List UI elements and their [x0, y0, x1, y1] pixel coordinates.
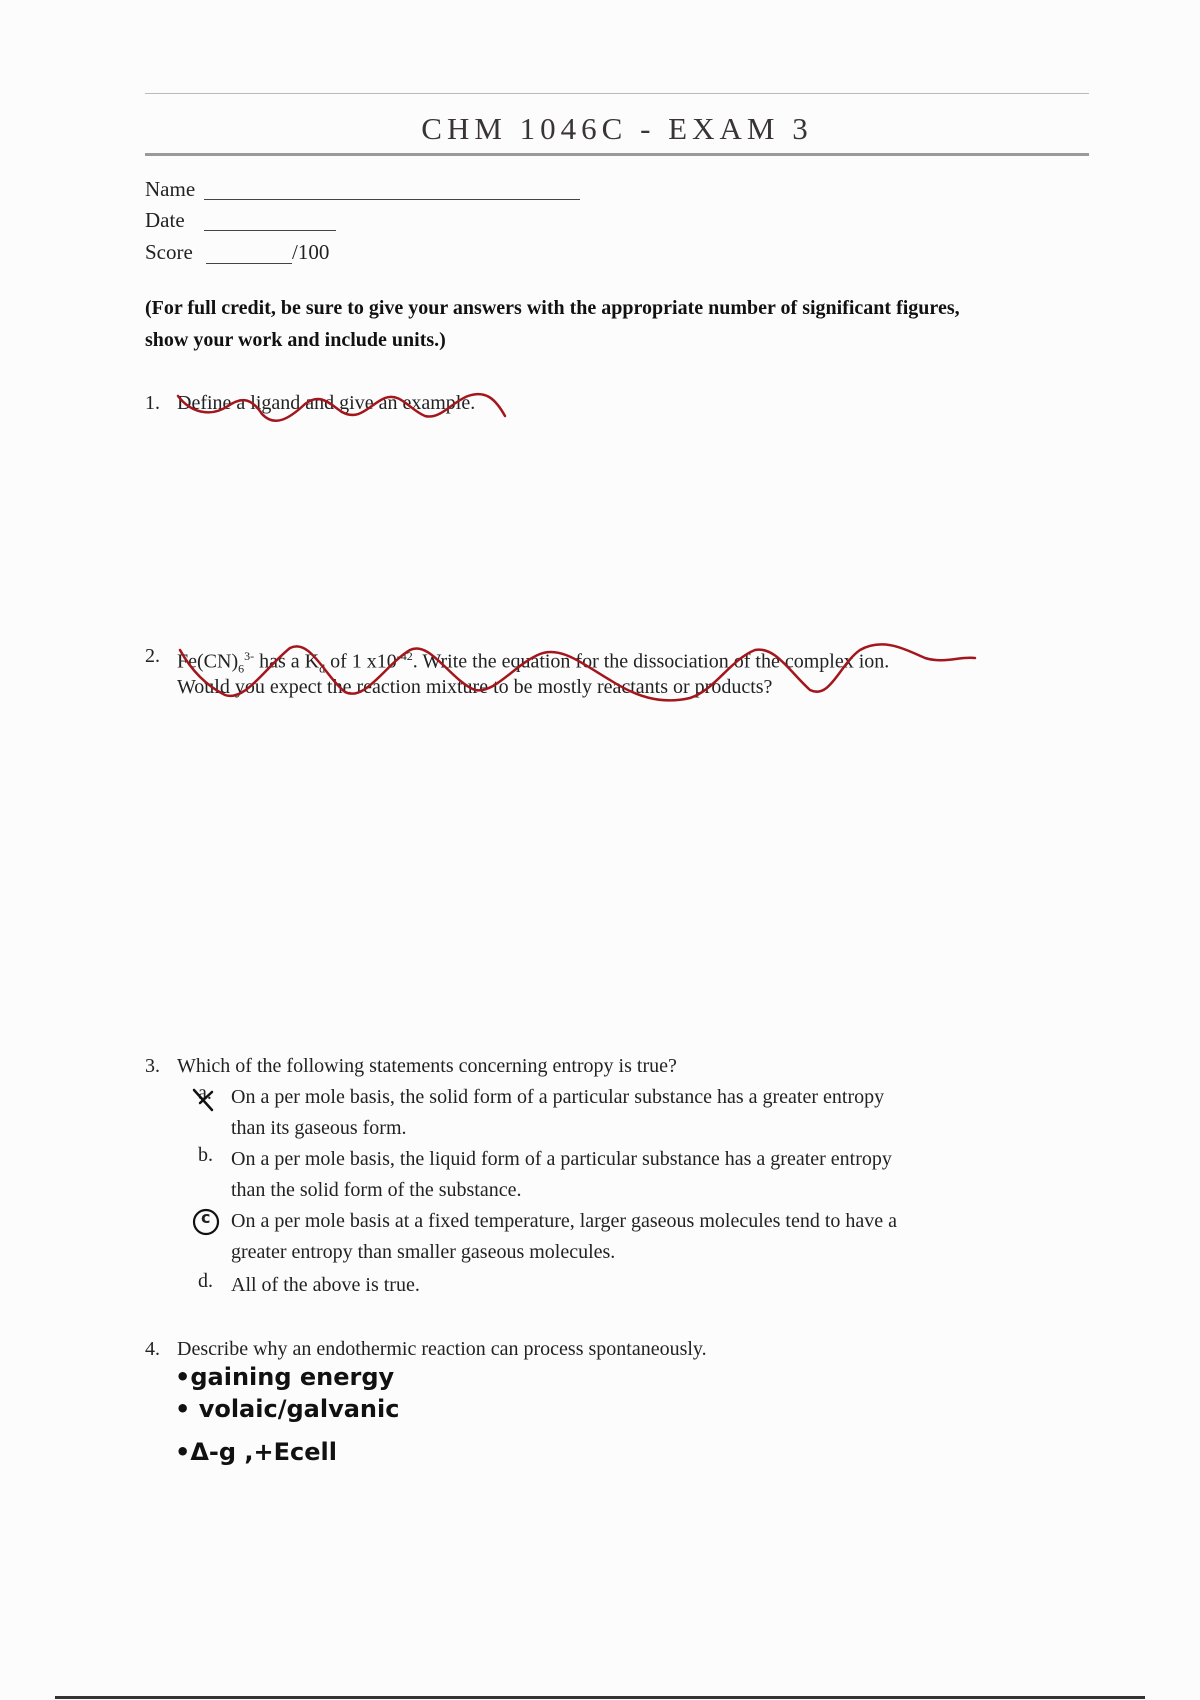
q2-formula: Fe(CN) [177, 650, 239, 673]
option-b-line2: than the solid form of the substance. [231, 1179, 522, 1201]
option-a-letter[interactable]: a. [198, 1082, 212, 1104]
name-label: Name [145, 177, 196, 201]
question-1-number: 1. [145, 392, 160, 414]
option-b-letter[interactable]: b. [198, 1144, 213, 1166]
option-c-line1: On a per mole basis at a fixed temperature, larger gaseous molecules tend to have a [231, 1210, 898, 1232]
q2-sub-6: 6 [238, 661, 245, 676]
date-label: Date [145, 208, 185, 232]
option-c-line2: greater entropy than smaller gaseous molecules. [231, 1241, 616, 1263]
option-a-line1: On a per mole basis, the solid form of a particular substance has a greater entropy [231, 1086, 885, 1108]
question-3-text: Which of the following statements concerning entropy is true? [177, 1055, 677, 1077]
handwritten-answer-1: •gaining energy [175, 1363, 395, 1391]
handwritten-answer-3: •Δ-g ,+Ecell [175, 1438, 337, 1466]
q2-exponent: -42 [396, 649, 413, 663]
q2-charge: 3- [244, 649, 255, 663]
handwritten-answer-2: • volaic/galvanic [175, 1395, 400, 1423]
q1-strikethrough-squiggle [178, 394, 505, 421]
question-1-text: Define a ligand and give an example. [177, 392, 476, 414]
question-2-line2: Would you expect the reaction mixture to be mostly reactants or products? [177, 676, 773, 698]
q2-sub-d: d [319, 661, 326, 676]
option-a-crossout-mark [194, 1090, 212, 1110]
question-2-number: 2. [145, 645, 160, 667]
option-d-line1: All of the above is true. [231, 1274, 420, 1296]
q2-instruction: . Write the equation for the dissociation of the complex ion. [412, 650, 890, 673]
question-3-number: 3. [145, 1055, 160, 1077]
instructions: (For full credit, be sure to give your answers with the appropriate number of significant figures, show your work and include units.) [145, 297, 960, 351]
score-label: Score [145, 240, 193, 264]
exam-title: CHM 1046C - EXAM 3 [421, 111, 813, 146]
option-b-line1: On a per mole basis, the liquid form of a particular substance has a greater entropy [231, 1148, 892, 1170]
option-c-letter[interactable]: c [201, 1208, 211, 1227]
option-d-letter[interactable]: d. [198, 1270, 213, 1292]
page-bottom-border [55, 1696, 1145, 1699]
question-4-number: 4. [145, 1338, 160, 1360]
question-4-text: Describe why an endothermic reaction can process spontaneously. [177, 1338, 707, 1360]
q2-strikethrough-squiggle [180, 644, 975, 700]
q2-has-k: has a K [254, 650, 320, 673]
q2-value: of 1 x10 [325, 650, 397, 673]
option-c-selection-circle [194, 1210, 218, 1234]
option-a-line2: than its gaseous form. [231, 1117, 407, 1139]
score-suffix: /100 [292, 240, 330, 264]
